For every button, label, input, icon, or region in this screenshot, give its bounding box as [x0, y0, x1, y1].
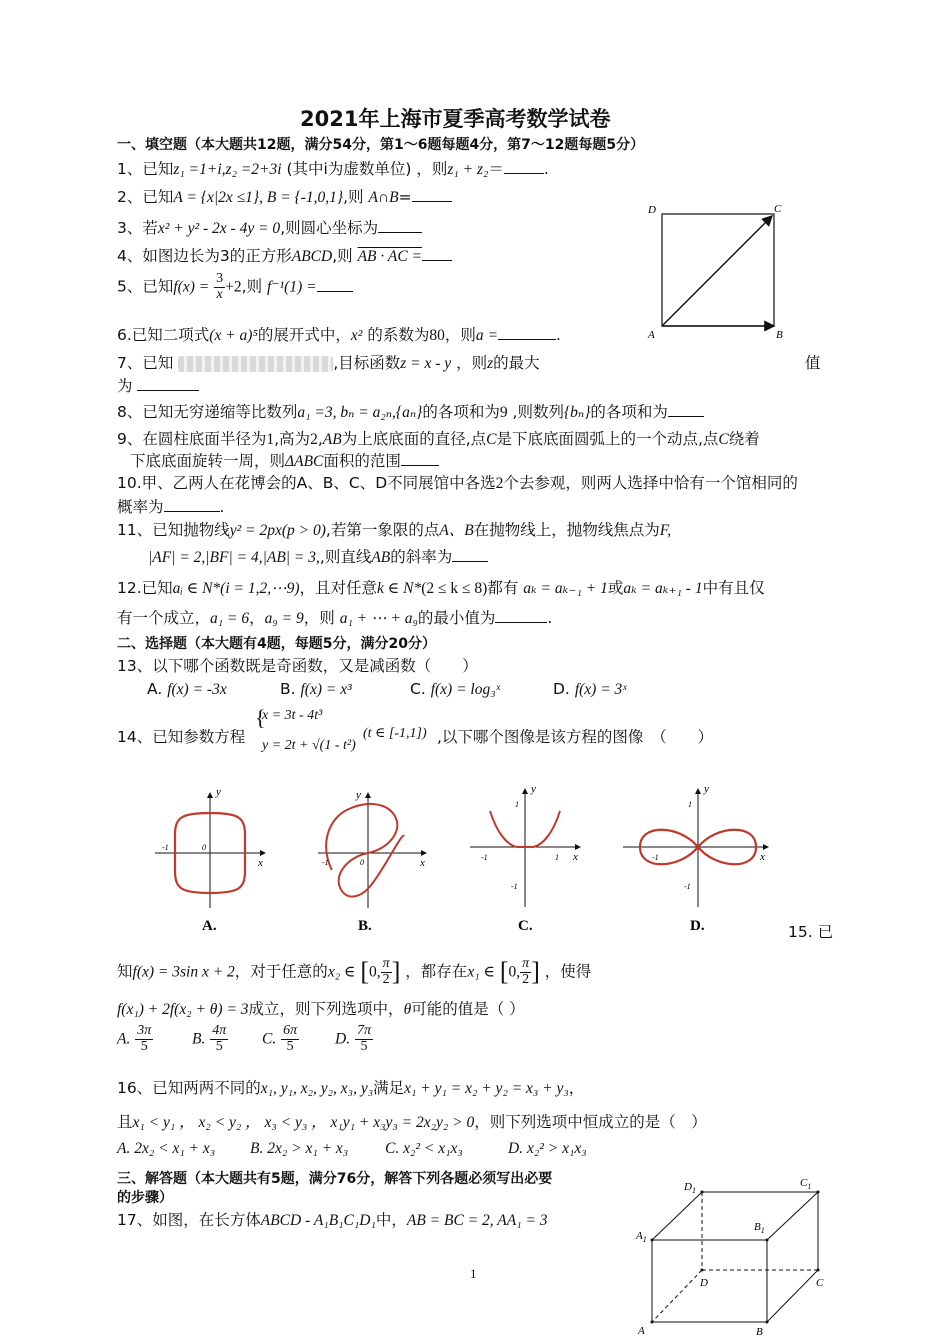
- svg-text:1: 1: [688, 800, 692, 809]
- svg-text:C: C: [774, 203, 782, 215]
- svg-text:0: 0: [360, 858, 364, 867]
- graph-c-label: C.: [518, 918, 533, 934]
- question-8: 8、已知无穷递缩等比数列a₁ =3, bₙ = a₂ₙ,{aₙ}的各项和为9 ,则数列{bₙ}的各项和为: [117, 400, 704, 422]
- question-11: 11、已知抛物线y² = 2px(p > 0),若第一象限的点A、B在抛物线上，抛物线焦点为F,: [117, 521, 672, 539]
- brace-icon: {: [255, 705, 266, 730]
- question-16-option-b[interactable]: B. 2x₂ > x₁ + x₃: [250, 1140, 349, 1157]
- svg-text:-1: -1: [322, 858, 329, 867]
- question-13: 13、以下哪个函数既是奇函数，又是减函数（ ）: [117, 657, 478, 675]
- svg-text:y: y: [216, 786, 221, 798]
- question-15-option-c[interactable]: C. $\frac{6\pi}{5}$: [262, 1023, 298, 1054]
- svg-text:A1: $A_1$: [636, 1230, 647, 1244]
- param-range: (t ∈ [-1,1]): [363, 726, 427, 741]
- svg-text:D: D: [700, 1277, 708, 1289]
- svg-text:-1: -1: [511, 882, 518, 891]
- question-7: 7、已知 ,目标函数z = x - y ，则z的最大: [117, 354, 540, 372]
- svg-text:D1: $D_1$: [684, 1181, 696, 1195]
- svg-text:B: B: [756, 1326, 763, 1338]
- question-16-option-c[interactable]: C. x₂² < x₁x₃: [385, 1140, 463, 1157]
- question-14-graphs: [150, 785, 810, 940]
- svg-text:-1: -1: [684, 882, 691, 891]
- section-solution: 三、解答题（本大题共有5题，满分76分，解答下列各题必须写出必要: [117, 1171, 553, 1187]
- question-17: 17、如图，在长方体ABCD - A₁B₁C₁D₁中，AB = BC = 2, AA₁ = 3: [117, 1211, 548, 1229]
- question-14-tail: ,以下哪个图像是该方程的图像 （ ）: [437, 728, 714, 746]
- question-10: 10.甲、乙两人在花博会的A、B、C、D不同展馆中各选2个去参观，则两人选择中恰有一个馆相同的: [117, 474, 798, 492]
- question-14-label: 14、已知参数方程: [117, 728, 246, 746]
- question-2: 2、已知A = {x|2x ≤1}, B = {-1,0,1},则 A∩B=: [117, 185, 452, 207]
- question-9-line2: 下底底面旋转一周，则ΔABC面积的范围: [130, 449, 439, 471]
- section-solution-line2: 的步骤）: [117, 1190, 173, 1206]
- graph-d-label: D.: [690, 918, 705, 934]
- question-12-line2: 有一个成立，a₁ = 6，a₉ = 9，则 a₁ + ⋯ + a₉的最小值为 .: [117, 609, 553, 627]
- question-13-option-a[interactable]: A. f(x) = -3x: [147, 680, 227, 698]
- question-3: 3、若x² + y² - 2x - 4y = 0,则圆心坐标为: [117, 216, 422, 238]
- svg-text:x: x: [573, 851, 578, 863]
- svg-text:x: x: [420, 857, 425, 869]
- svg-text:y: y: [356, 789, 361, 801]
- page-number: 1: [470, 1266, 477, 1281]
- svg-text:y: y: [531, 785, 536, 795]
- question-6: 6.已知二项式(x + a)⁵的展开式中，x² 的系数为80，则a = .: [117, 326, 561, 344]
- cuboid-figure: [630, 1172, 850, 1340]
- question-13-option-c[interactable]: C. f(x) = log₃ˣ: [410, 680, 500, 698]
- question-15-option-b[interactable]: B. $\frac{4\pi}{5}$: [192, 1023, 227, 1054]
- svg-text:A: A: [648, 329, 655, 341]
- question-16-option-d[interactable]: D. x₂² > x₁x₃: [508, 1140, 587, 1157]
- question-10-line2: 概率为 .: [117, 498, 225, 516]
- question-1: 1、已知z₁ =1+i,z₂ =2+3i (其中i为虚数单位) ，则z₁ + z₂＝ .: [117, 160, 549, 178]
- svg-text:-1: -1: [162, 843, 169, 852]
- param-y: y = 2t + √(1 - t²): [262, 738, 356, 753]
- section-choice: 二、选择题（本大题有4题，每题5分，满分20分）: [117, 636, 436, 652]
- page-title: 2021年上海市夏季高考数学试卷: [300, 107, 611, 131]
- graph-c[interactable]: [470, 785, 580, 907]
- question-15-line2: f(x₁) + 2f(x₂ + θ) = 3成立，则下列选项中，θ可能的值是（ ）: [117, 1000, 525, 1018]
- question-5: 5、已知f(x) = $\frac{3}{x}$ +2,则 f⁻¹(1) =: [117, 272, 353, 302]
- blurred-constraints: [178, 356, 333, 372]
- graph-a-label: A.: [202, 918, 217, 934]
- question-16: 16、已知两两不同的x₁, y₁, x₂, y₂, x₃, y₃满足x₁ + y₁ = x₂ + y₂ = x₃ + y₃，: [117, 1079, 585, 1097]
- question-15-number: 15. 已: [788, 923, 834, 941]
- question-15-option-d[interactable]: D. $\frac{7\pi}{5}$: [335, 1023, 372, 1054]
- svg-text:B: B: [776, 329, 783, 341]
- question-15: 知f(x) = 3sin x + 2，对于任意的x₂ ∈ [0, $\frac{\pi}{2}$ ] ，都存在x₁ ∈ [0, $\frac{\pi}{2}$ ] ，使得: [117, 956, 592, 987]
- graph-b[interactable]: [311, 789, 426, 908]
- svg-text:1: 1: [515, 800, 519, 809]
- graph-a[interactable]: [155, 786, 265, 908]
- question-16-line2: 且x₁ < y₁ ， x₂ < y₂ ， x₃ < y₃ ， x₁y₁ + x₃y₃ = 2x₂y₂ > 0，则下列选项中恒成立的是（ ）: [117, 1113, 707, 1131]
- question-13-option-d[interactable]: D. f(x) = 3ˣ: [553, 680, 627, 698]
- svg-text:C: C: [816, 1277, 824, 1289]
- question-15-option-a[interactable]: A. $\frac{3\pi}{5}$: [117, 1023, 152, 1054]
- svg-text:y: y: [704, 785, 709, 795]
- svg-text:-1: -1: [481, 853, 488, 862]
- question-9: 9、在圆柱底面半径为1,高为2,AB为上底底面的直径,点C是下底底面圆弧上的一个动点,点C绕着: [117, 430, 760, 448]
- svg-text:x: x: [258, 857, 263, 869]
- question-4: 4、如图边长为3的正方形ABCD,则 AB · AC =: [117, 244, 452, 266]
- question-7-tail: 值: [805, 354, 821, 372]
- question-7-line2: 为: [117, 374, 199, 396]
- svg-text:D: D: [648, 204, 656, 216]
- svg-text:x: x: [760, 851, 765, 863]
- question-16-option-a[interactable]: A. 2x₂ < x₁ + x₃: [117, 1140, 216, 1157]
- svg-text:C1: $C_1$: [800, 1177, 812, 1191]
- question-11-line2: |AF| = 2,|BF| = 4,|AB| = 3,,则直线AB的斜率为: [148, 545, 488, 567]
- param-x: x = 3t - 4t³: [262, 708, 323, 723]
- section-fill-in: 一、填空题（本大题共12题，满分54分，第1～6题每题4分，第7～12题每题5分）: [117, 137, 645, 153]
- svg-text:0: 0: [202, 843, 206, 852]
- graph-d[interactable]: [623, 785, 768, 907]
- svg-text:A: A: [638, 1325, 645, 1337]
- svg-text:1: 1: [555, 853, 559, 862]
- question-13-option-b[interactable]: B. f(x) = x³: [280, 680, 352, 698]
- question-12: 12.已知aᵢ ∈ N*(i = 1,2,⋯9)，且对任意k ∈ N*(2 ≤ k ≤ 8)都有 aₖ = aₖ₋₁ + 1或aₖ = aₖ₊₁ - 1中有且仅: [117, 579, 765, 597]
- graph-b-label: B.: [358, 918, 372, 934]
- square-figure: [640, 198, 800, 343]
- svg-text:B1: $B_1$: [754, 1221, 765, 1235]
- svg-text:-1: -1: [652, 853, 659, 862]
